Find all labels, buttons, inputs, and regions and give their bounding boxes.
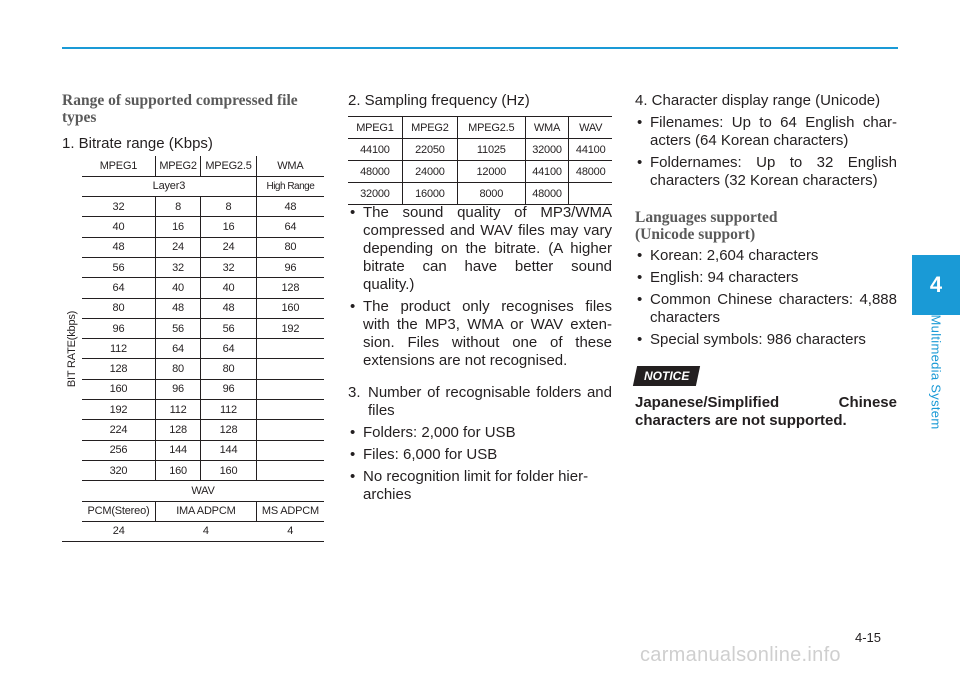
bitrate-table — [62, 156, 324, 542]
list-item: • Files: 6,000 for USB — [348, 446, 612, 464]
table-row: 128 80 80 — [62, 359, 324, 379]
table-row: 56 32 32 96 — [62, 257, 324, 277]
wav-label: WAV — [82, 481, 324, 501]
sampling-frequency-table — [348, 116, 612, 205]
header-mpeg1: MPEG1 — [82, 156, 155, 176]
table-row: 24 4 4 — [62, 521, 324, 541]
table-row: 64 40 40 128 — [62, 278, 324, 298]
list-item: • Korean: 2,604 characters — [635, 247, 897, 265]
compressed-types-heading: Range of supported compressed file types — [62, 92, 298, 126]
item-number: 3. — [348, 384, 361, 401]
table-row: 48 24 24 80 — [62, 237, 324, 257]
wav-header-pcm: PCM(Stereo) — [82, 501, 155, 521]
list-item: • Filenames: Up to 64 English char-acters (64 Korean characters) — [635, 114, 897, 150]
table-row: 32000 16000 8000 48000 — [348, 183, 612, 205]
list-item: • The sound quality of MP3/WMA compressed and WAV files may vary depending on the bitrate. (A higher bitrate can have better sound quality.) — [348, 204, 612, 294]
notice-text: Japanese/Simplified Chinese characters are not supported. — [635, 394, 897, 429]
bitrate-side-label: BIT RATE(kbps) — [66, 310, 78, 387]
languages-heading: Languages supported (Unicode support) — [635, 209, 778, 243]
list-item: • No recognition limit for folder hier-archies — [348, 468, 612, 504]
recognisable-folders-item — [348, 384, 612, 420]
sampling-frequency-title: 2. Sampling frequency (Hz) — [348, 92, 530, 109]
bitrate-range-title: 1. Bitrate range (Kbps) — [62, 135, 213, 152]
bitrate-side-cell — [62, 156, 82, 542]
list-item: • English: 94 characters — [635, 269, 897, 287]
header-mpeg25: MPEG2.5 — [201, 156, 257, 176]
item-text: Number of recognisable folders and files — [368, 384, 612, 419]
watermark: carmanualsonline.info — [640, 644, 841, 666]
chapter-title: Multimedia System — [928, 314, 944, 430]
wav-header-ima: IMA ADPCM — [155, 501, 256, 521]
table-row: 192 112 112 — [62, 400, 324, 420]
column-2 — [348, 92, 612, 110]
header-mpeg2: MPEG2 — [155, 156, 200, 176]
table-row: 32 8 8 48 — [62, 197, 324, 217]
list-item: • Foldernames: Up to 32 English characters (32 Korean characters) — [635, 154, 897, 190]
column-2-text — [348, 204, 612, 504]
header-wma: WMA — [256, 156, 324, 176]
wav-header-ms: MS ADPCM — [256, 501, 324, 521]
table-row: 44100 22050 11025 32000 44100 — [348, 139, 612, 161]
table-row: 96 56 56 192 — [62, 318, 324, 338]
list-item: • Special symbols: 986 characters — [635, 331, 897, 349]
list-item: • Common Chinese characters: 4,888 characters — [635, 291, 897, 327]
table-row: 256 144 144 — [62, 440, 324, 460]
table-row: 160 96 96 — [62, 379, 324, 399]
layer3-label: Layer3 — [82, 176, 256, 196]
character-range-title: 4. Character display range (Unicode) — [635, 92, 881, 109]
table-row: 48000 24000 12000 44100 48000 — [348, 161, 612, 183]
column-3 — [635, 92, 897, 430]
notice-badge: NOTICE — [633, 366, 701, 386]
list-item: • Folders: 2,000 for USB — [348, 424, 612, 442]
table-row: 224 128 128 — [62, 420, 324, 440]
column-1 — [62, 92, 324, 153]
page-number: 4-15 — [855, 630, 882, 645]
table-row: 320 160 160 — [62, 460, 324, 480]
table-row: 80 48 48 160 — [62, 298, 324, 318]
table-row: 112 64 64 — [62, 339, 324, 359]
top-rule — [62, 47, 898, 49]
table-row: 40 16 16 64 — [62, 217, 324, 237]
list-item: • The product only recognises files with the MP3, WMA or WAV exten-sion. Files without one of these extensions are not recognised. — [348, 298, 612, 370]
notice-badge-wrap — [635, 366, 897, 386]
table-header-row: MPEG1 MPEG2 MPEG2.5 WMA WAV — [348, 117, 612, 139]
chapter-tab: 4 — [912, 255, 960, 315]
high-range-label: High Range — [256, 176, 324, 196]
